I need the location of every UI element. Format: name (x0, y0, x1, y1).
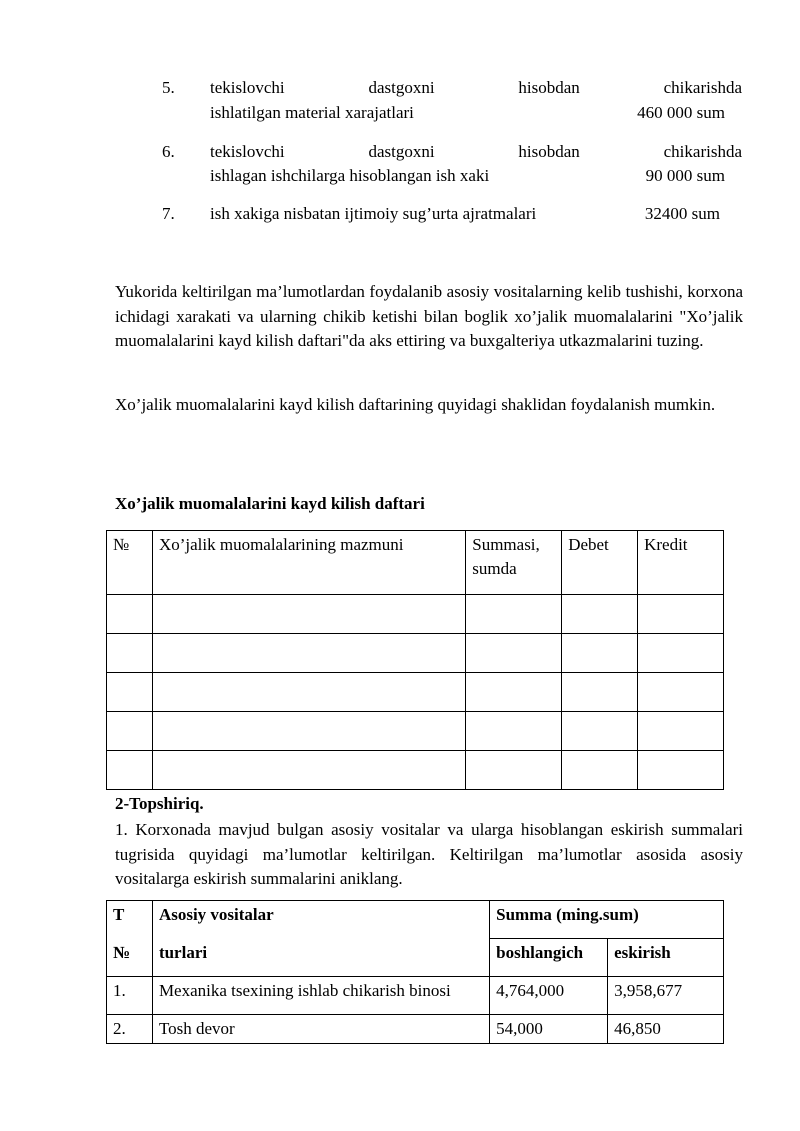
item-number: 5. (162, 78, 175, 97)
journal-header-row (107, 531, 724, 595)
row-initial: 4,764,000 (490, 977, 608, 1015)
item-amount: 460 000 sum (637, 103, 725, 122)
table-row (107, 595, 724, 634)
header-initial: boshlangich (490, 939, 608, 977)
row-depreciation: 46,850 (608, 1015, 724, 1044)
assets-header-row (107, 901, 724, 939)
table-row (107, 1015, 724, 1044)
assets-subheader-row (107, 939, 724, 977)
header-number: № (107, 939, 153, 977)
journal-title: Xo’jalik muomalalarini kayd kilish daftari (115, 494, 425, 513)
item-line1: ish xakiga nisbatan ijtimoiy sug’urta ajratmalari (210, 204, 537, 223)
item-amount: 32400 sum (644, 204, 720, 223)
item-amount: 90 000 sum (645, 166, 725, 185)
row-name: Tosh devor (152, 1015, 489, 1044)
header-credit: Kredit (638, 531, 724, 595)
paragraph-instructions: Yukorida keltirilgan ma’lumotlardan foydalanib asosiy vositalarning kelib tushishi, korxona ichidagi xarakati va ularning chikib ketishi bilan boglik xo’jalik muomalalarini "Xo’jalik muomalalarini kayd kilish daftari"da aks ettiring va buxgalteriya utkazmalarini tuzing. (115, 282, 743, 350)
header-number: № (107, 531, 153, 595)
table-row (107, 673, 724, 712)
header-sum: Summasi, sumda (466, 531, 562, 595)
header-debit: Debet (562, 531, 638, 595)
row-initial: 54,000 (490, 1015, 608, 1044)
table-row (107, 977, 724, 1015)
row-depreciation: 3,958,677 (608, 977, 724, 1015)
header-type-cont: turlari (152, 939, 489, 977)
assets-table (106, 900, 724, 1044)
item-number: 7. (162, 204, 175, 223)
row-name: Mexanika tsexining ishlab chikarish binosi (152, 977, 489, 1015)
row-number: 1. (107, 977, 153, 1015)
item-line1: tekislovchi dastgoxni hisobdan chikarishda (210, 142, 742, 161)
journal-table (106, 530, 724, 790)
row-number: 2. (107, 1015, 153, 1044)
table-row (107, 712, 724, 751)
task2-text: 1. Korxonada mavjud bulgan asosiy vositalar va ularga hisoblangan eskirish summalari tugrisida quyidagi ma’lumotlar keltirilgan. Keltirilgan ma’lumotlar asosida asosiy vositalarga eskirish summalarini aniklang. (115, 820, 743, 888)
header-type: Asosiy vositalar (152, 901, 489, 939)
item-line1: tekislovchi dastgoxni hisobdan chikarishda (210, 78, 742, 97)
header-t: T (107, 901, 153, 939)
header-sum: Summa (ming.sum) (490, 901, 724, 939)
paragraph-note: Xo’jalik muomalalarini kayd kilish daftarining quyidagi shaklidan foydalanish mumkin. (115, 395, 716, 414)
header-depreciation: eskirish (608, 939, 724, 977)
item-number: 6. (162, 142, 175, 161)
table-row (107, 634, 724, 673)
task2-title: 2-Topshiriq. (115, 794, 204, 813)
item-line2: ishlatilgan material xarajatlari (210, 103, 414, 122)
item-line2: ishlagan ishchilarga hisoblangan ish xaki (210, 166, 490, 185)
table-row (107, 751, 724, 790)
header-content: Xo’jalik muomalalarining mazmuni (152, 531, 465, 595)
